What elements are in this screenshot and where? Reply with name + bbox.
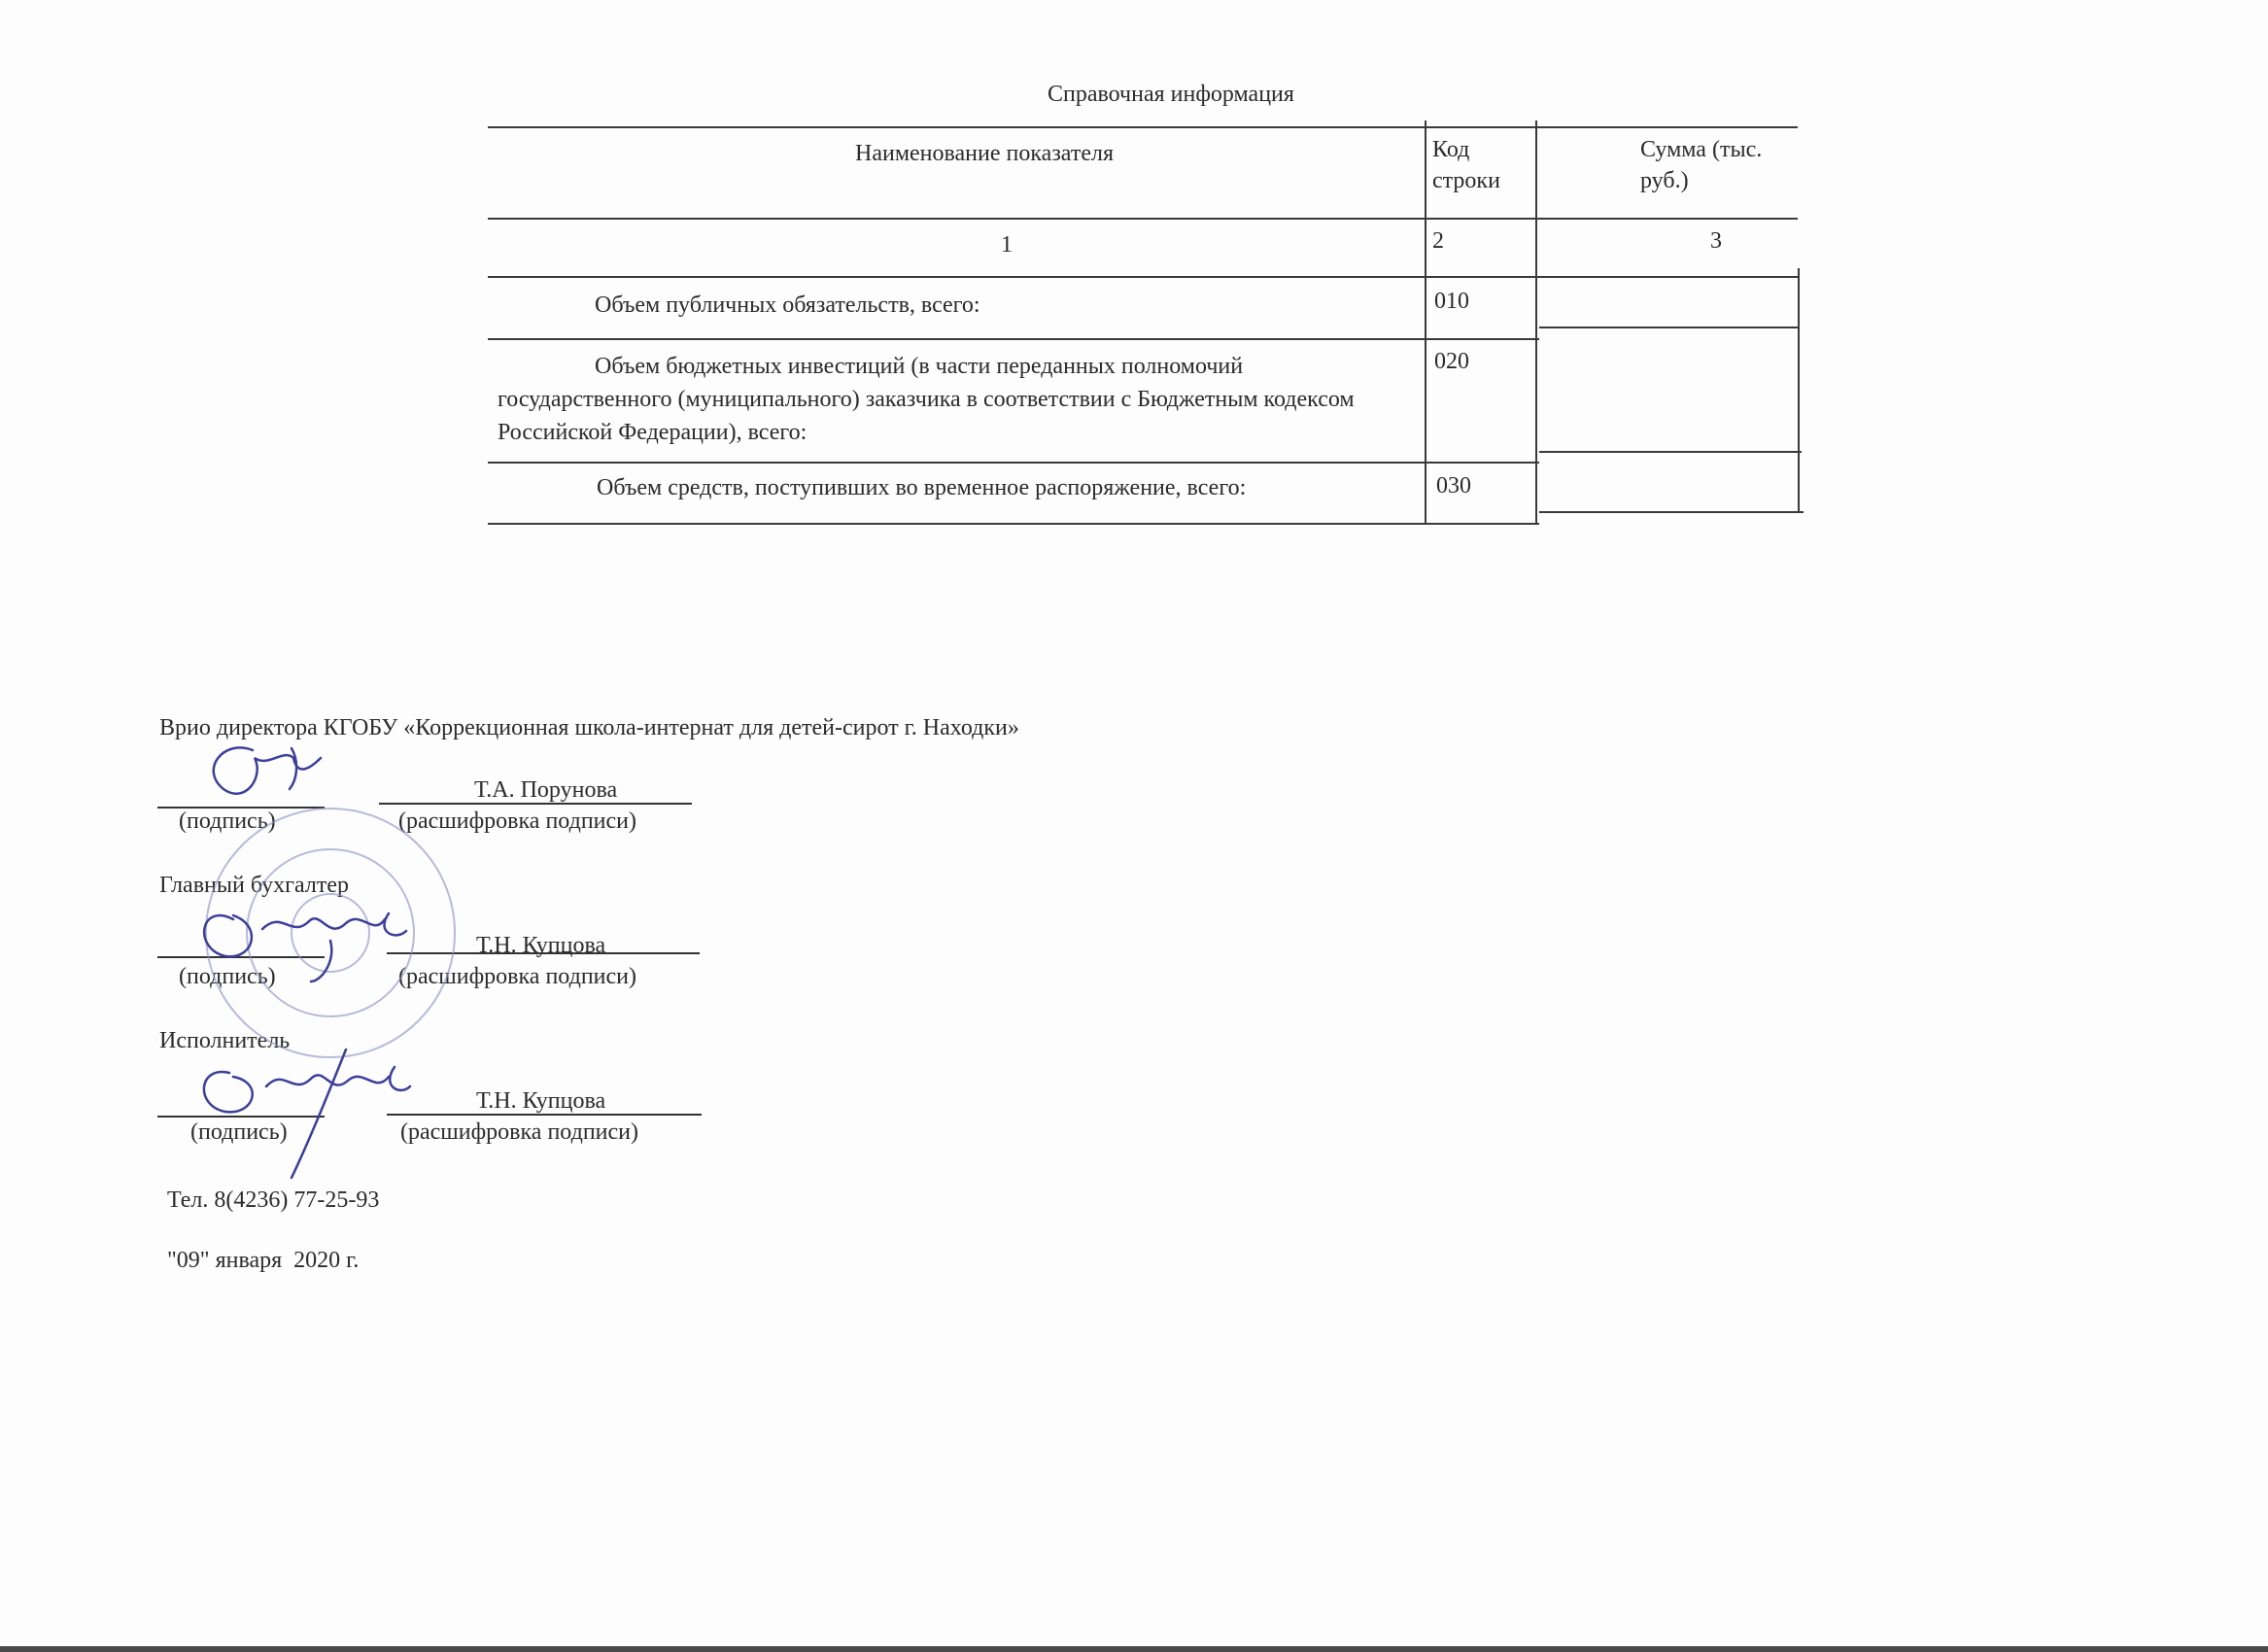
col-number-1: 1	[1001, 232, 1013, 258]
scan-edge	[0, 1646, 2268, 1652]
row-010-code: 010	[1434, 289, 1469, 314]
director-signature-caption: (подпись)	[179, 809, 276, 834]
director-title: Врио директора КГОБУ «Коррекционная школа-интернат для детей-сирот г. Находки»	[159, 715, 1019, 740]
header-sum: Сумма (тыс. руб.)	[1640, 137, 1763, 193]
accountant-decode-caption: (расшифровка подписи)	[398, 964, 636, 989]
accountant-signature-caption: (подпись)	[179, 964, 276, 989]
row-030-name: Объем средств, поступивших во временное распоряжение, всего:	[597, 475, 1247, 500]
col-number-2: 2	[1432, 228, 1444, 254]
executor-decode-caption: (расшифровка подписи)	[400, 1119, 638, 1145]
phone: Тел. 8(4236) 77-25-93	[167, 1187, 380, 1213]
header-indicator-name: Наименование показателя	[855, 141, 1114, 166]
accountant-name: Т.Н. Купцова	[476, 933, 606, 958]
executor-signature-caption: (подпись)	[190, 1119, 288, 1145]
document-title: Справочная информация	[1048, 82, 1294, 107]
director-name: Т.А. Порунова	[474, 777, 618, 803]
header-line-code: Код строки	[1432, 137, 1500, 193]
executor-title: Исполнитель	[159, 1028, 291, 1053]
row-030-code: 030	[1436, 473, 1471, 499]
document-date: "09" января 2020 г.	[167, 1248, 360, 1273]
director-decode-caption: (расшифровка подписи)	[398, 809, 636, 834]
round-stamp	[206, 809, 455, 1057]
accountant-title: Главный бухгалтер	[159, 873, 349, 898]
executor-name: Т.Н. Купцова	[476, 1088, 606, 1114]
row-020-code: 020	[1434, 349, 1469, 374]
col-number-3: 3	[1710, 228, 1722, 254]
row-020-name: Объем бюджетных инвестиций (в части переданных полномочий государственного (муниципального) заказчика в соответствии с Бюджетным кодексом Российской Федерации), всего:	[498, 354, 1355, 445]
row-010-name: Объем публичных обязательств, всего:	[595, 293, 980, 318]
